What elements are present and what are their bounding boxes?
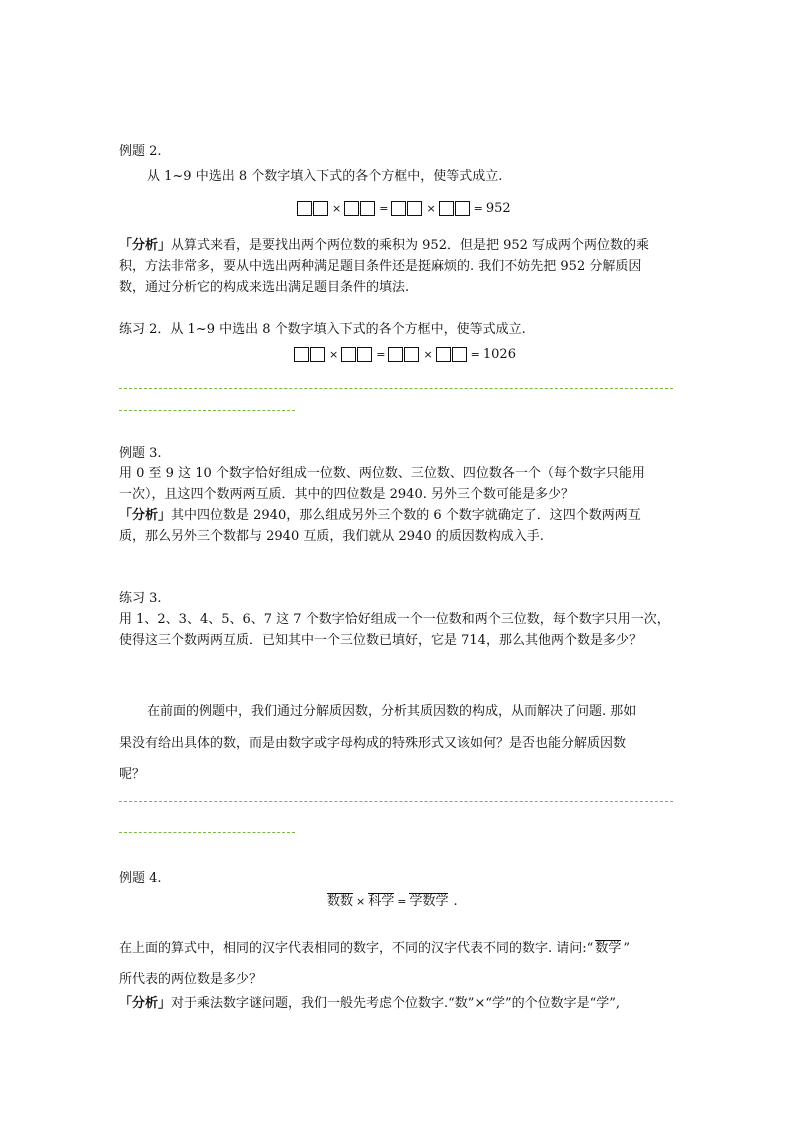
- overlined-number: 科学: [368, 894, 395, 909]
- divider-dashed-continuation: [119, 832, 295, 833]
- intro-line-1: 在前面的例题中，我们通过分解质因数，分析其质因数的构成，从而解决了问题. 那如: [147, 704, 637, 719]
- equals-sign: =: [376, 348, 386, 361]
- answer-box[interactable]: [436, 347, 451, 362]
- times-sign: ×: [356, 894, 366, 908]
- practice-3-title: 练习 3.: [119, 591, 162, 606]
- answer-box[interactable]: [310, 347, 325, 362]
- answer-box[interactable]: [357, 347, 372, 362]
- answer-box[interactable]: [294, 347, 309, 362]
- overlined-number: 数数: [327, 894, 354, 909]
- equation-result: 952: [485, 201, 511, 216]
- example-2-equation: [297, 201, 511, 216]
- divider-dashed: [119, 801, 673, 802]
- answer-box[interactable]: [313, 201, 328, 216]
- equals-sign: =: [470, 348, 480, 361]
- example-3-title: 例题 3.: [119, 446, 162, 461]
- practice-2-title: 练习 2．从 1~9 中选出 8 个数字填入下式的各个方框中，使等式成立.: [119, 322, 526, 337]
- answer-box[interactable]: [388, 347, 403, 362]
- example-3-line-2: 一次），且这四个数两两互质．其中的四位数是 2940. 另外三个数可能是多少？: [119, 487, 574, 502]
- equation-result: 1026: [482, 347, 516, 362]
- intro-line-2: 果没有给出具体的数，而是由数字或字母构成的特殊形式又该如何？是否也能分解质因数: [119, 736, 627, 751]
- example-4-title: 例题 4.: [119, 871, 162, 886]
- practice-3-line-2: 使得这三个数两两互质．已知其中一个三位数已填好，它是 714，那么其他两个数是多少？: [119, 633, 642, 648]
- example-4-question-line-1: 在上面的算式中，相同的汉字代表相同的数字，不同的汉字代表不同的数字. 请问:“ 数学 ”: [119, 941, 630, 956]
- intro-line-3: 呢？: [119, 767, 146, 782]
- times-sign: ×: [426, 202, 436, 215]
- example-4-question-line-2: 所代表的两位数是多少？: [119, 972, 263, 987]
- analysis-tag: 「分析」: [119, 508, 172, 523]
- answer-box[interactable]: [344, 201, 359, 216]
- answer-box[interactable]: [455, 201, 470, 216]
- overlined-word: 数学: [595, 941, 622, 956]
- example-3-line-1: 用 0 至 9 这 10 个数字恰好组成一位数、两位数、三位数、四位数各一个（每个数字只能用: [119, 466, 645, 481]
- practice-3-line-1: 用 1、2、3、4、5、6、7 这 7 个数字恰好组成一个一位数和两个三位数，每个数字只用一次，: [119, 612, 670, 627]
- example-3-analysis-line-1: 「分析」其中四位数是 2940，那么组成另外三个数的 6 个数字就确定了．这四个数两两互: [119, 508, 641, 523]
- analysis-tag: 「分析」: [119, 238, 172, 253]
- answer-box[interactable]: [391, 201, 406, 216]
- example-4-analysis-line-1: 「分析」对于乘法数字谜问题，我们一般先考虑个位数字.“数”×“学”的个位数字是“学”,: [119, 996, 621, 1011]
- equation-period: .: [453, 893, 458, 909]
- equals-sign: =: [397, 894, 407, 908]
- equals-sign: =: [473, 202, 483, 215]
- analysis-tag: 「分析」: [119, 996, 172, 1011]
- example-2-title: 例题 2.: [119, 144, 162, 159]
- divider-dashed-continuation: [119, 410, 295, 411]
- answer-box[interactable]: [341, 347, 356, 362]
- example-2-analysis-line-2: 积，方法非常多，要从中选出两种满足题目条件还是挺麻烦的. 我们不妨先把 952 分解质因: [119, 259, 642, 274]
- times-sign: ×: [332, 202, 342, 215]
- equals-sign: =: [379, 202, 389, 215]
- answer-box[interactable]: [297, 201, 312, 216]
- example-2-analysis-line-1: 「分析」从算式来看，是要找出两个两位数的乘积为 952．但是把 952 写成两个两位数的乘: [119, 238, 650, 253]
- answer-box[interactable]: [439, 201, 454, 216]
- times-sign: ×: [329, 348, 339, 361]
- overlined-number: 学数学: [409, 894, 449, 909]
- answer-box[interactable]: [404, 347, 419, 362]
- example-2-analysis-line-3: 数，通过分析它的构成来选出满足题目条件的填法.: [119, 280, 410, 295]
- answer-box[interactable]: [452, 347, 467, 362]
- example-3-analysis-line-2: 质，那么另外三个数都与 2940 互质，我们就从 2940 的质因数构成入手.: [119, 529, 544, 544]
- answer-box[interactable]: [360, 201, 375, 216]
- times-sign: ×: [423, 348, 433, 361]
- example-2-prompt: 从 1~9 中选出 8 个数字填入下式的各个方框中，使等式成立.: [147, 169, 503, 184]
- practice-2-equation: [294, 347, 516, 362]
- answer-box[interactable]: [407, 201, 422, 216]
- divider-dashed: [119, 388, 673, 389]
- example-4-equation: [327, 893, 458, 909]
